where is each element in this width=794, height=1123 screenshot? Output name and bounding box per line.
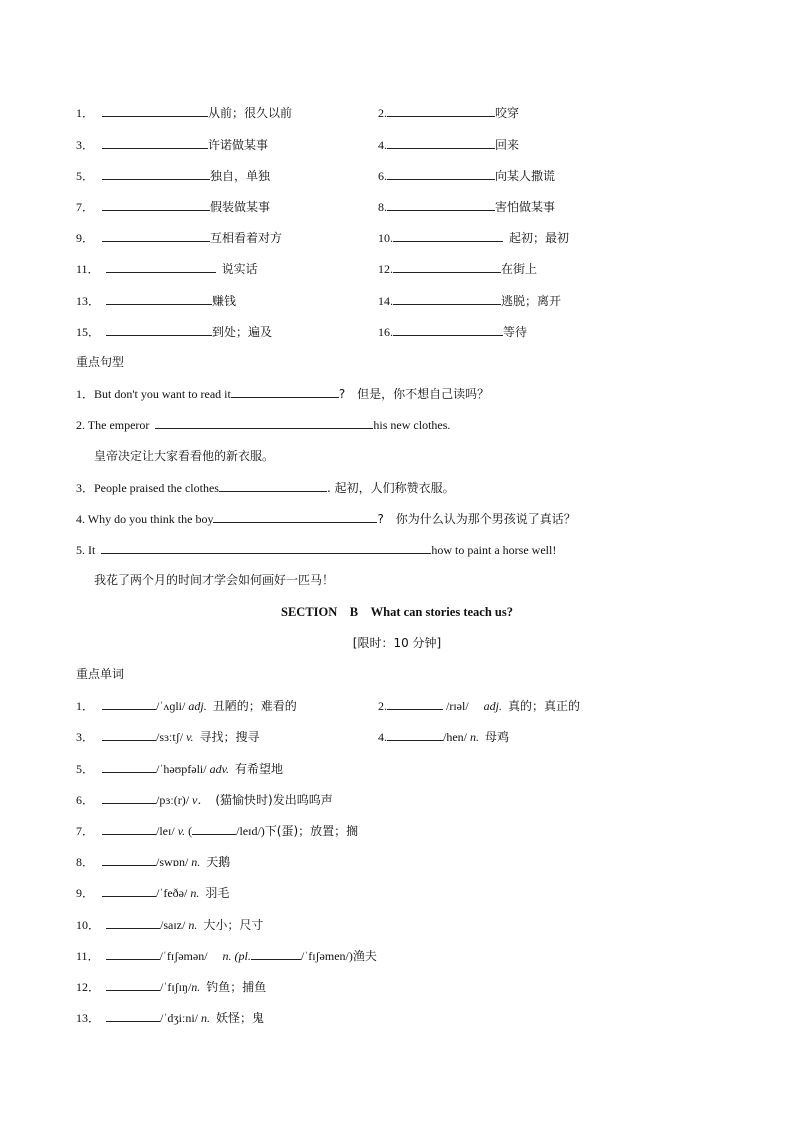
phrase-item-15: 15． 到处；遍及 [76, 325, 273, 339]
answer-blank[interactable] [102, 167, 210, 180]
answer-blank[interactable] [101, 541, 431, 554]
answer-blank[interactable] [393, 229, 503, 242]
answer-blank[interactable] [387, 167, 495, 180]
answer-blank[interactable] [219, 479, 327, 492]
answer-blank[interactable] [231, 385, 339, 398]
sentence-5: 5. It how to paint a horse well! [76, 543, 557, 557]
answer-blank[interactable] [155, 416, 373, 429]
phrase-item-11: 11． 说实话 [76, 262, 258, 276]
sentences-heading: 重点句型 [76, 355, 125, 369]
answer-blank[interactable] [387, 136, 495, 149]
answer-blank[interactable] [102, 728, 156, 741]
sentence-5-translation: 我花了两个月的时间才学会如何画好一匹马！ [94, 573, 335, 587]
sentence-2: 2. The emperor his new clothes. [76, 418, 451, 432]
word-item-8: 8． /swɒn/ n. 天鹅 [76, 855, 231, 869]
phrase-item-3: 3． 许诺做某事 [76, 138, 269, 152]
answer-blank[interactable] [102, 822, 156, 835]
answer-blank[interactable] [102, 853, 156, 866]
word-item-10: 10． /saɪz/ n. 大小；尺寸 [76, 918, 264, 932]
answer-blank[interactable] [102, 104, 208, 117]
answer-blank[interactable] [192, 822, 236, 835]
word-item-13: 13． /ˈdʒiːni/ n. 妖怪；鬼 [76, 1011, 265, 1025]
phrase-item-13: 13． 赚钱 [76, 294, 237, 308]
answer-blank[interactable] [393, 323, 503, 336]
word-item-2: 2. /rɪəl/ adj. 真的；真正的 [378, 699, 581, 713]
answer-blank[interactable] [102, 791, 156, 804]
answer-blank[interactable] [251, 947, 301, 960]
phrase-item-5: 5． 独自，单独 [76, 169, 271, 183]
phrase-item-10: 10. 起初；最初 [378, 231, 570, 245]
answer-blank[interactable] [106, 260, 216, 273]
word-item-6: 6． /pɜː(r)/ v． (猫愉快时)发出呜呜声 [76, 793, 333, 807]
word-item-7: 7． /leɪ/ v. ( /leɪd/)下(蛋)；放置；搁 [76, 824, 359, 838]
answer-blank[interactable] [102, 884, 156, 897]
answer-blank[interactable] [387, 728, 443, 741]
phrase-item-1: 1． 从前；很久以前 [76, 106, 293, 120]
answer-blank[interactable] [106, 947, 160, 960]
phrase-item-2: 2. 咬穿 [378, 106, 520, 120]
word-item-11: 11． /ˈfɪʃəmən/ n. (pl. /ˈfɪʃəmen/)渔夫 [76, 949, 377, 963]
answer-blank[interactable] [102, 198, 210, 211]
answer-blank[interactable] [213, 510, 377, 523]
word-item-5: 5． /ˈhəʊpfəli/ adv. 有希望地 [76, 762, 284, 776]
answer-blank[interactable] [106, 323, 212, 336]
word-item-3: 3． /sɜːtʃ/ v. 寻找；搜寻 [76, 730, 260, 744]
section-title: SECTION B What can stories teach us? [281, 605, 513, 619]
phrase-item-8: 8. 害怕做某事 [378, 200, 556, 214]
phrase-item-16: 16. 等待 [378, 325, 528, 339]
answer-blank[interactable] [387, 104, 495, 117]
phrase-item-12: 12. 在街上 [378, 262, 538, 276]
sentence-2-translation: 皇帝决定让大家看看他的新衣服。 [94, 449, 275, 463]
answer-blank[interactable] [102, 760, 156, 773]
phrase-item-6: 6. 向某人撒谎 [378, 169, 556, 183]
answer-blank[interactable] [106, 1009, 160, 1022]
answer-blank[interactable] [102, 697, 156, 710]
answer-blank[interactable] [393, 260, 501, 273]
answer-blank[interactable] [106, 916, 160, 929]
sentence-4: 4. Why do you think the boy ? 你为什么认为那个男孩说了真话？ [76, 512, 576, 526]
sentence-3: 3．People praised the clothes . 起初，人们称赞衣服。 [76, 481, 455, 495]
word-item-9: 9． /ˈfeðə/ n. 羽毛 [76, 886, 230, 900]
phrase-item-4: 4. 回来 [378, 138, 520, 152]
word-item-12: 12． /ˈfɪʃɪŋ/n. 钓鱼；捕鱼 [76, 980, 267, 994]
phrase-item-9: 9． 互相看着对方 [76, 231, 283, 245]
phrase-item-14: 14. 逃脱；离开 [378, 294, 562, 308]
word-item-1: 1． /ˈʌɡli/ adj. 丑陋的；难看的 [76, 699, 297, 713]
sentence-1: 1．But don't you want to read it ? 但是，你不想自己读吗？ [76, 387, 490, 401]
word-item-4: 4. /hen/ n. 母鸡 [378, 730, 510, 744]
phrase-item-7: 7． 假装做某事 [76, 200, 271, 214]
answer-blank[interactable] [102, 136, 208, 149]
answer-blank[interactable] [106, 978, 160, 991]
answer-blank[interactable] [387, 198, 495, 211]
answer-blank[interactable] [106, 292, 212, 305]
words-heading: 重点单词 [76, 667, 125, 681]
answer-blank[interactable] [387, 697, 443, 710]
time-limit: [限时：10 分钟] [352, 636, 442, 650]
answer-blank[interactable] [102, 229, 210, 242]
answer-blank[interactable] [393, 292, 501, 305]
